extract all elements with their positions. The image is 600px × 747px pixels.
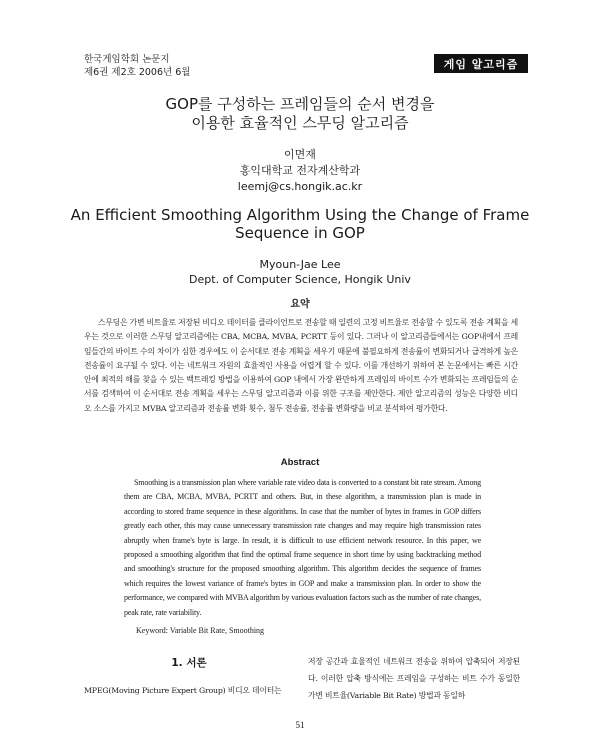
korean-abstract-heading: 요약 [290,299,310,310]
korean-affiliation: 홍익대학교 전자계산학과 [239,164,361,177]
korean-title [0,95,600,133]
intro-right-column: 저장 공간과 효율적인 네트워크 전송을 위하여 압축되어 저장된다. 이러한 압축 방식에는 프레임을 구성하는 비트 수가 동일한 가변 비트율(Variable Bit Rate) 방법과 동일하 [308,657,520,700]
journal-info [84,53,190,79]
author-email: leemj@cs.hongik.ac.kr [237,180,363,193]
korean-author: 이면재 [284,148,316,161]
intro-heading: 1. 서론 [171,657,207,669]
korean-author-block [0,147,600,195]
english-author-block [0,257,600,287]
english-title [0,206,600,242]
intro-left-column: MPEG(Moving Picture Expert Group) 비디오 데이터는 [84,686,282,695]
abstract-heading: Abstract [280,457,320,468]
english-title-line2: Sequence in GOP [235,224,365,242]
korean-title-line1: GOP를 구성하는 프레임들의 순서 변경을 [165,95,435,113]
english-title-line1: An Efficient Smoothing Algorithm Using the Change of Frame [70,206,530,224]
english-abstract: Smoothing is a transmission plan where variable rate video data is converted to a constant bit rate stream. Among them are CBA, MCBA, MVBA, PCRTT and others. But, in these algorithm, a transmission plan is made in according to stored frame sequence in these algorithms. In case that the number of bytes in frames in GOP differs greatly each other, this may cause unnecessary transmission rate changes and may require high transmission rates abruptly when frame's byte is large. In result, it is difficult to use efficient network resource. In this paper, we proposed a smoothing algorithm that find the optimal frame sequence in short time by using backtracking method and smoothing's structure for the proposed smoothing algorithm. This algorithm decides the sequence of frames which requires the lowest variance of frame's bytes in GOP and make a transmission plan. In order to show the performance, we compared with MVBA algorithm by various evaluation factors such as the number of rate changes, peak rate, rate variability. [124,478,481,617]
section-tag: 게임 알고리즘 [434,54,528,73]
journal-issue: 제6권 제2호 2006년 6월 [84,67,191,78]
keywords: Keyword: Variable Bit Rate, Smoothing [136,626,265,635]
korean-title-line2: 이용한 효율적인 스무딩 알고리즘 [191,114,409,132]
korean-abstract: 스무딩은 가변 비트율로 저장된 비디오 데이터를 클라이언트로 전송할 때 일련의 고정 비트율로 전송할 수 있도록 전송 계획을 세우는 것으로 이러한 스무딩 알고리즘에는 CBA, MCBA, MVBA, PCRTT 등이 있다. 그러나 이 알고리즘들에서는 GOP내에서 프레임들간의 바이트 수의 차이가 심한 경우에도 이 순서대로 전송 계획을 세우기 때문에 불필요하게 전송률이 변화되거나 급격하게 높은 전송률이 요구될 수 있다. 이는 네트워크 자원의 효율적인 사용을 어렵게 할 수 있다. 이를 개선하기 위하여 본 논문에서는 빠른 시간안에 최적의 해를 찾을 수 있는 백트래킹 방법을 이용하여 GOP 내에서 가장 완만하게 프레임의 바이트 수가 변화되는 프레임들의 순서를 검색하여 이 순서대로 전송 계획을 세우는 스무딩 알고리즘과 이를 위한 구조를 제안한다. 제안 알고리즘의 성능은 다양한 비디오 소스를 가지고 MVBA 알고리즘과 전송률 변화 횟수, 첨두 전송률, 전송률 변화량을 비교 분석하여 평가한다. [84,318,518,413]
english-author: Myoun-Jae Lee [259,258,341,271]
page-number: 51 [295,720,305,730]
english-affiliation: Dept. of Computer Science, Hongik Univ [189,273,411,286]
journal-name: 한국게임학회 논문지 [84,54,170,65]
